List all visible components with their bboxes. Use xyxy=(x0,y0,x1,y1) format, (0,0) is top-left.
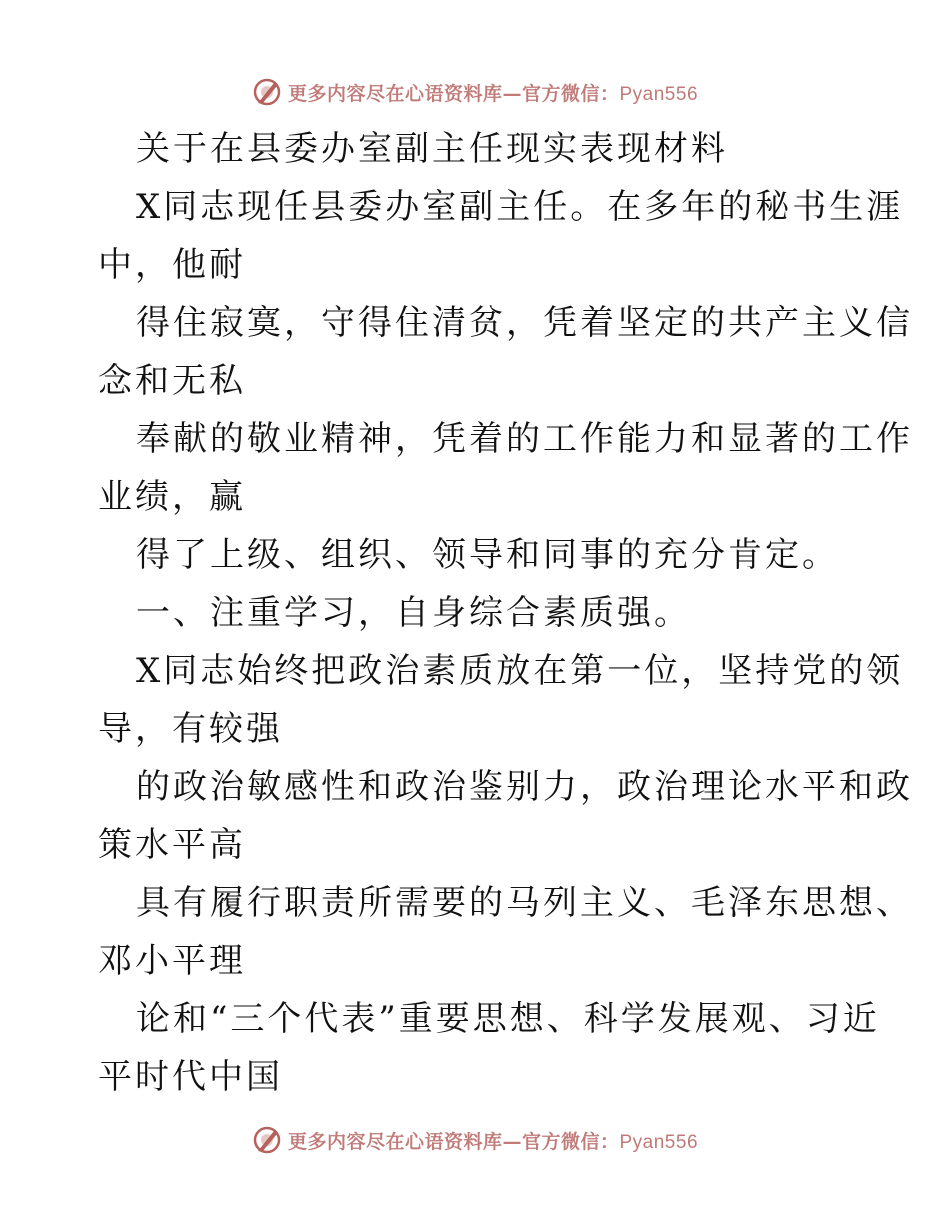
text-line: 业绩，赢 xyxy=(98,477,246,517)
watermark-wechat-id: Pyan556 xyxy=(619,83,699,105)
pen-logo-icon xyxy=(252,1125,282,1155)
text-line: 中，他耐 xyxy=(98,245,246,285)
text-line: 平时代中国 xyxy=(98,1057,283,1097)
document-body xyxy=(98,120,913,1106)
footer-watermark xyxy=(0,1120,950,1160)
text-line: X同志始终把政治素质放在第一位，坚持党的领 xyxy=(136,651,904,691)
pen-logo-icon xyxy=(252,77,282,107)
text-line: 策水平高 xyxy=(98,825,246,865)
text-line: X同志现任县委办室副主任。在多年的秘书生涯 xyxy=(136,187,904,227)
text-line: 一、注重学习，自身综合素质强。 xyxy=(136,593,691,633)
text-line: 导，有较强 xyxy=(98,709,283,749)
text-line: 具有履行职责所需要的马列主义、毛泽东思想、 xyxy=(136,883,913,923)
text-line: 的政治敏感性和政治鉴别力，政治理论水平和政 xyxy=(136,767,913,807)
text-line: 得了上级、组织、领导和同事的充分肯定。 xyxy=(136,535,839,575)
text-line: 念和无私 xyxy=(98,361,246,401)
watermark-text: 更多内容尽在心语资料库—官方微信：Pyan556 xyxy=(287,82,699,105)
text-line: 邓小平理 xyxy=(98,941,246,981)
text-line: 奉献的敬业精神，凭着的工作能力和显著的工作 xyxy=(136,419,913,459)
text-line: 得住寂寞，守得住清贫，凭着坚定的共产主义信 xyxy=(136,303,913,343)
text-line: 关于在县委办室副主任现实表现材料 xyxy=(136,129,728,169)
header-watermark xyxy=(0,72,950,112)
text-line: 论和“三个代表”重要思想、科学发展观、习近 xyxy=(136,999,880,1039)
watermark-wechat-id: Pyan556 xyxy=(619,1131,699,1153)
watermark-text: 更多内容尽在心语资料库—官方微信：Pyan556 xyxy=(287,1130,699,1153)
